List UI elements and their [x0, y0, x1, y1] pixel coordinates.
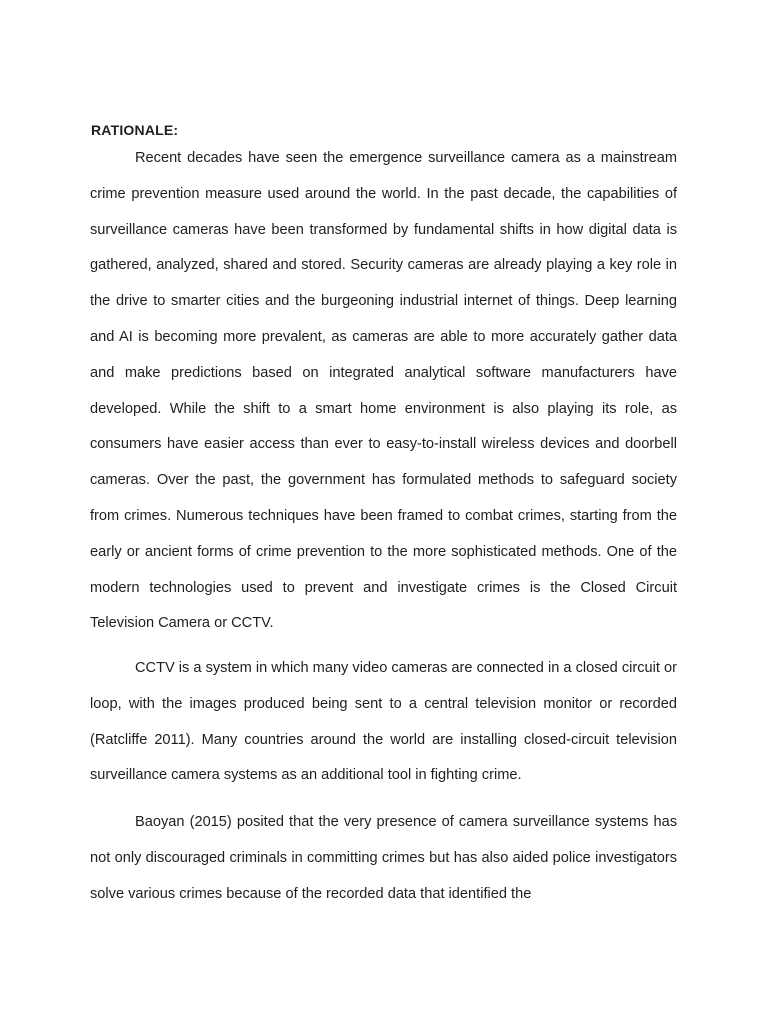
paragraph-1: Recent decades have seen the emergence surveillance camera as a mainstream crime prevention measure used around the world. In the past decade, the capabilities of surveillance cameras have been transformed by fundamental shifts in how digital data is gathered, analyzed, shared and stored. Security cameras are already playing a key role in the drive to smarter cities and the burgeoning industrial internet of things. Deep learning and AI is becoming more prevalent, as cameras are able to more accurately gather data and make predictions based on integrated analytical software manufacturers have developed. While the shift to a smart home environment is also playing its role, as consumers have easier access than ever to easy-to-install wireless devices and doorbell cameras. Over the past, the government has formulated methods to safeguard society from crimes. Numerous techniques have been framed to combat crimes, starting from the early or ancient forms of crime prevention to the more sophisticated methods. One of the modern technologies used to prevent and investigate crimes is the Closed Circuit Television Camera or CCTV. [90, 150, 677, 632]
section-heading: RATIONALE: [91, 122, 179, 138]
paragraph-3: Baoyan (2015) posited that the very presence of camera surveillance systems has not only discouraged criminals in committing crimes but has also aided police investigators solve various crimes because of the recorded data that identified the [90, 814, 677, 902]
paragraph-2: CCTV is a system in which many video cameras are connected in a closed circuit or loop, with the images produced being sent to a central television monitor or recorded (Ratcliffe 2011). Many countries around the world are installing closed-circuit television surveillance camera systems as an additional tool in fighting crime. [90, 660, 677, 784]
